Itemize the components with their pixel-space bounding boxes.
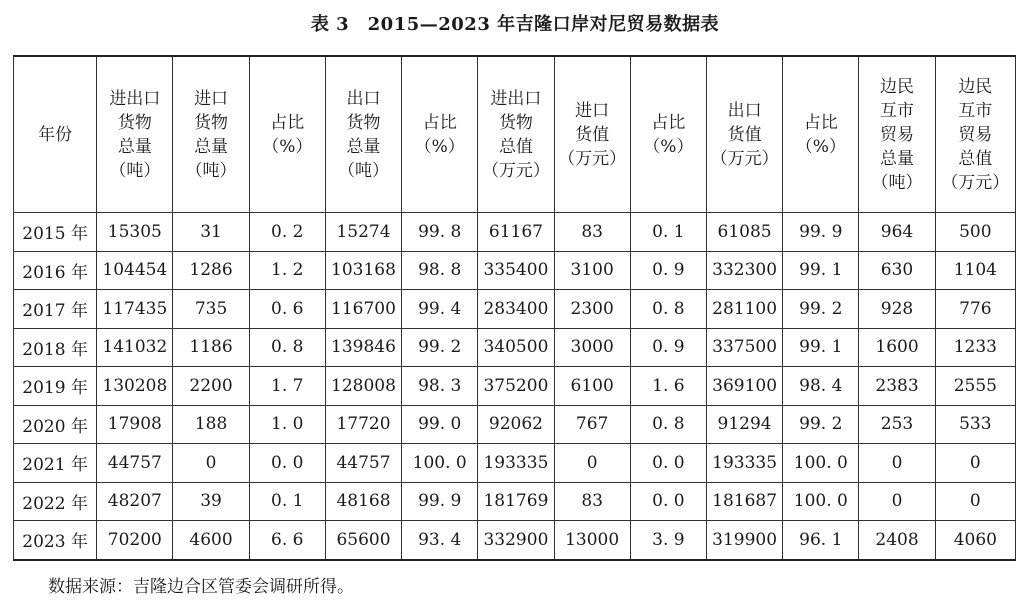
table-cell: 1. 7 <box>249 367 325 406</box>
table-cell: 48207 <box>97 482 173 521</box>
table-cell: 44757 <box>325 444 401 483</box>
table-cell: 99. 2 <box>402 328 478 367</box>
table-cell: 99. 4 <box>402 290 478 329</box>
table-cell: 0. 1 <box>249 482 325 521</box>
table-cell: 1286 <box>173 251 249 290</box>
table-cell: 181687 <box>706 482 782 521</box>
table-cell: 92062 <box>478 405 554 444</box>
table-cell: 13000 <box>554 521 630 560</box>
table-cell: 1. 6 <box>630 367 706 406</box>
header-cell: 出口 货物 总量 （吨） <box>325 56 401 213</box>
table-cell: 2555 <box>935 367 1015 406</box>
table-cell: 193335 <box>478 444 554 483</box>
header-cell: 占比 （%） <box>630 56 706 213</box>
table-cell: 337500 <box>706 328 782 367</box>
table-cell: 100. 0 <box>783 482 859 521</box>
table-cell: 500 <box>935 213 1015 252</box>
table-cell: 335400 <box>478 251 554 290</box>
table-cell: 2408 <box>859 521 935 560</box>
table-cell: 4600 <box>173 521 249 560</box>
table-cell: 39 <box>173 482 249 521</box>
table-cell: 117435 <box>97 290 173 329</box>
table-cell: 93. 4 <box>402 521 478 560</box>
table-cell: 99. 2 <box>783 405 859 444</box>
table-cell: 283400 <box>478 290 554 329</box>
table-cell: 1233 <box>935 328 1015 367</box>
header-cell: 出口 货值 （万元） <box>706 56 782 213</box>
table-cell: 116700 <box>325 290 401 329</box>
table-cell: 0 <box>173 444 249 483</box>
header-cell: 占比 （%） <box>402 56 478 213</box>
table-row <box>14 290 1016 329</box>
table-cell: 99. 1 <box>783 328 859 367</box>
header-cell: 占比 （%） <box>783 56 859 213</box>
table-cell: 0. 6 <box>249 290 325 329</box>
table-cell: 0 <box>859 444 935 483</box>
year-cell: 2018 年 <box>14 328 97 367</box>
table-cell: 1104 <box>935 251 1015 290</box>
table-cell: 0 <box>554 444 630 483</box>
table-cell: 0. 8 <box>630 290 706 329</box>
header-cell: 进出口 货物 总值 （万元） <box>478 56 554 213</box>
source-note: 数据来源：吉隆边合区管委会调研所得。 <box>48 577 354 597</box>
table-row <box>14 367 1016 406</box>
table-cell: 735 <box>173 290 249 329</box>
table-cell: 3. 9 <box>630 521 706 560</box>
table-cell: 0. 1 <box>630 213 706 252</box>
header-cell: 年份 <box>14 56 97 213</box>
year-cell: 2017 年 <box>14 290 97 329</box>
table-cell: 1600 <box>859 328 935 367</box>
trade-data-table <box>13 55 1016 561</box>
table-cell: 332300 <box>706 251 782 290</box>
header-cell: 进口 货物 总量 （吨） <box>173 56 249 213</box>
table-cell: 3000 <box>554 328 630 367</box>
table-cell: 928 <box>859 290 935 329</box>
table-cell: 83 <box>554 482 630 521</box>
year-cell: 2016 年 <box>14 251 97 290</box>
table-row <box>14 213 1016 252</box>
table-row <box>14 444 1016 483</box>
table-cell: 99. 9 <box>402 482 478 521</box>
table-cell: 2200 <box>173 367 249 406</box>
table-cell: 100. 0 <box>402 444 478 483</box>
table-cell: 964 <box>859 213 935 252</box>
year-cell: 2020 年 <box>14 405 97 444</box>
table-cell: 99. 8 <box>402 213 478 252</box>
table-cell: 100. 0 <box>783 444 859 483</box>
table-cell: 0 <box>935 444 1015 483</box>
table-cell: 98. 8 <box>402 251 478 290</box>
table-cell: 0 <box>859 482 935 521</box>
table-cell: 767 <box>554 405 630 444</box>
table-cell: 6100 <box>554 367 630 406</box>
table-header-row <box>14 56 1016 213</box>
header-cell: 进口 货值 （万元） <box>554 56 630 213</box>
header-cell: 占比 （%） <box>249 56 325 213</box>
table-cell: 2383 <box>859 367 935 406</box>
table-cell: 103168 <box>325 251 401 290</box>
table-cell: 630 <box>859 251 935 290</box>
table-cell: 0. 8 <box>630 405 706 444</box>
table-cell: 83 <box>554 213 630 252</box>
table-cell: 61167 <box>478 213 554 252</box>
table-cell: 0. 0 <box>630 482 706 521</box>
year-cell: 2023 年 <box>14 521 97 560</box>
year-cell: 2022 年 <box>14 482 97 521</box>
table-cell: 281100 <box>706 290 782 329</box>
table-cell: 65600 <box>325 521 401 560</box>
table-cell: 98. 3 <box>402 367 478 406</box>
table-cell: 253 <box>859 405 935 444</box>
table-cell: 1. 0 <box>249 405 325 444</box>
table-cell: 0. 2 <box>249 213 325 252</box>
table-cell: 0. 8 <box>249 328 325 367</box>
table-cell: 181769 <box>478 482 554 521</box>
table-cell: 31 <box>173 213 249 252</box>
table-cell: 104454 <box>97 251 173 290</box>
year-cell: 2019 年 <box>14 367 97 406</box>
table-cell: 98. 4 <box>783 367 859 406</box>
table-cell: 130208 <box>97 367 173 406</box>
header-cell: 边民 互市 贸易 总量 （吨） <box>859 56 935 213</box>
table-cell: 0. 0 <box>630 444 706 483</box>
table-cell: 17720 <box>325 405 401 444</box>
table-cell: 375200 <box>478 367 554 406</box>
table-cell: 91294 <box>706 405 782 444</box>
table-cell: 188 <box>173 405 249 444</box>
table-cell: 1186 <box>173 328 249 367</box>
table-cell: 44757 <box>97 444 173 483</box>
table-cell: 141032 <box>97 328 173 367</box>
table-row <box>14 251 1016 290</box>
table-cell: 0. 0 <box>249 444 325 483</box>
table-cell: 61085 <box>706 213 782 252</box>
table-row <box>14 328 1016 367</box>
table-cell: 0. 9 <box>630 328 706 367</box>
table-cell: 533 <box>935 405 1015 444</box>
table-row <box>14 405 1016 444</box>
year-cell: 2015 年 <box>14 213 97 252</box>
table-cell: 0. 9 <box>630 251 706 290</box>
year-cell: 2021 年 <box>14 444 97 483</box>
table-cell: 1. 2 <box>249 251 325 290</box>
table-cell: 17908 <box>97 405 173 444</box>
table-cell: 48168 <box>325 482 401 521</box>
table-cell: 3100 <box>554 251 630 290</box>
table-cell: 319900 <box>706 521 782 560</box>
table-cell: 340500 <box>478 328 554 367</box>
table-cell: 15305 <box>97 213 173 252</box>
table-cell: 99. 0 <box>402 405 478 444</box>
header-cell: 边民 互市 贸易 总值 （万元） <box>935 56 1015 213</box>
table-cell: 4060 <box>935 521 1015 560</box>
table-cell: 193335 <box>706 444 782 483</box>
table-cell: 99. 9 <box>783 213 859 252</box>
table-cell: 96. 1 <box>783 521 859 560</box>
table-cell: 139846 <box>325 328 401 367</box>
table-cell: 99. 1 <box>783 251 859 290</box>
table-cell: 776 <box>935 290 1015 329</box>
table-cell: 2300 <box>554 290 630 329</box>
table-cell: 369100 <box>706 367 782 406</box>
table-cell: 99. 2 <box>783 290 859 329</box>
table-cell: 70200 <box>97 521 173 560</box>
table-title: 表 3 2015—2023 年吉隆口岸对尼贸易数据表 <box>310 14 720 35</box>
header-cell: 进出口 货物 总量 （吨） <box>97 56 173 213</box>
table-row <box>14 521 1016 560</box>
table-cell: 15274 <box>325 213 401 252</box>
table-body <box>14 213 1016 560</box>
table-cell: 332900 <box>478 521 554 560</box>
table-row <box>14 482 1016 521</box>
table-cell: 6. 6 <box>249 521 325 560</box>
table-cell: 0 <box>935 482 1015 521</box>
table-cell: 128008 <box>325 367 401 406</box>
